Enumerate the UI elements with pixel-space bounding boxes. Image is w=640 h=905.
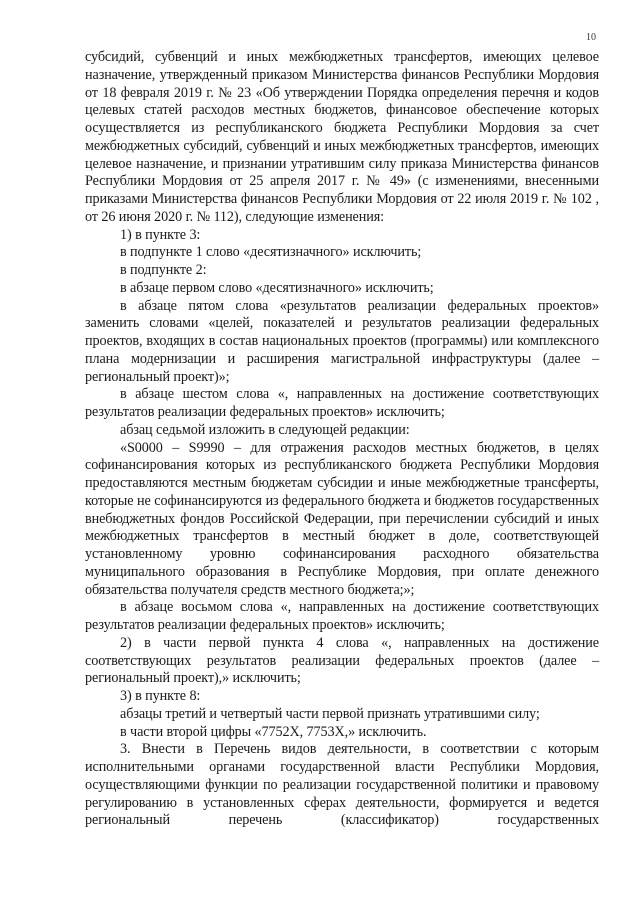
paragraph: в части второй цифры «7752X, 7753X,» исключить.	[120, 723, 427, 740]
paragraph: в подпункте 2:	[120, 262, 207, 278]
paragraph: абзац седьмой изложить в следующей редакции:	[120, 421, 410, 438]
document-body	[85, 49, 599, 830]
paragraph: 1) в пункте 3:	[120, 226, 201, 243]
paragraph: 2) в части первой пункта 4 слова «, направленных на достижение соответствующих результатов реализации федеральных проектов (далее – региональный проект),» исключить;	[85, 634, 599, 687]
paragraph: 3. Внести в Перечень видов деятельности, в соответствии с которым исполнительными органами государственной власти Республики Мордовия, осуществляющими функции по реализации государственной политики и правовому регулированию в установленных сферах деятельности, формируется и ведется региональный перечень (классификатор) государственных	[85, 741, 599, 829]
paragraph: в абзаце пятом слова «результатов реализации федеральных проектов» заменить словами «целей, показателей и результатов реализации федеральных проектов, входящих в состав национальных проектов (программы) или комплексного плана модернизации и расширения магистральной инфраструктуры (далее – региональный проект)»;	[85, 297, 599, 385]
paragraph: «S0000 – S9990 – для отражения расходов местных бюджетов, в целях софинансирования которых из республиканского бюджета Республики Мордовия предоставляются местным бюджетам субсидии и иные межбюджетные трансферты, которые не софинансируются из федерального бюджета и бюджетов государственных внебюджетных фондов Российской Федерации, при перечислении субсидий и иных межбюджетных трансфертов в местный бюджет в доле, соответствующей установленному уровню софинансирования расходного обязательства муниципального образования в Республике Мордовия, при оплате денежного обязательства получателя средств местного бюджета;»;	[85, 439, 599, 598]
paragraph: в абзаце шестом слова «, направленных на достижение соответствующих результатов реализации федеральных проектов» исключить;	[85, 386, 599, 420]
paragraph: в подпункте 1 слово «десятизначного» исключить;	[120, 244, 422, 261]
paragraph: абзацы третий и четвертый части первой признать утратившими силу;	[120, 705, 540, 722]
paragraph: субсидий, субвенций и иных межбюджетных трансфертов, имеющих целевое назначение, утвержденный приказом Министерства финансов Республики Мордовия от 18 февраля 2019 г. № 23 «Об утверждении Порядка определения перечня и кодов целевых статей расходов местных бюджетов, финансовое обеспечение которых осуществляется из республиканского бюджета Республики Мордовия за счет межбюджетных субсидий, субвенций и иных межбюджетных трансфертов, имеющих целевое назначение, и признании утратившим силу приказа Министерства финансов Республики Мордовия от 25 апреля 2017 г. № 49» (с изменениями, внесенными приказами Министерства финансов Республики Мордовия от 22 июля 2019 г. № 102 , от 26 июня 2020 г. № 112), следующие изменения:	[85, 49, 599, 225]
page-number: 10	[586, 32, 596, 43]
paragraph: в абзаце восьмом слова «, направленных на достижение соответствующих результатов реализации федеральных проектов» исключить;	[85, 599, 599, 633]
paragraph: 3) в пункте 8:	[120, 688, 201, 704]
paragraph: в абзаце первом слово «десятизначного» исключить;	[120, 279, 434, 296]
